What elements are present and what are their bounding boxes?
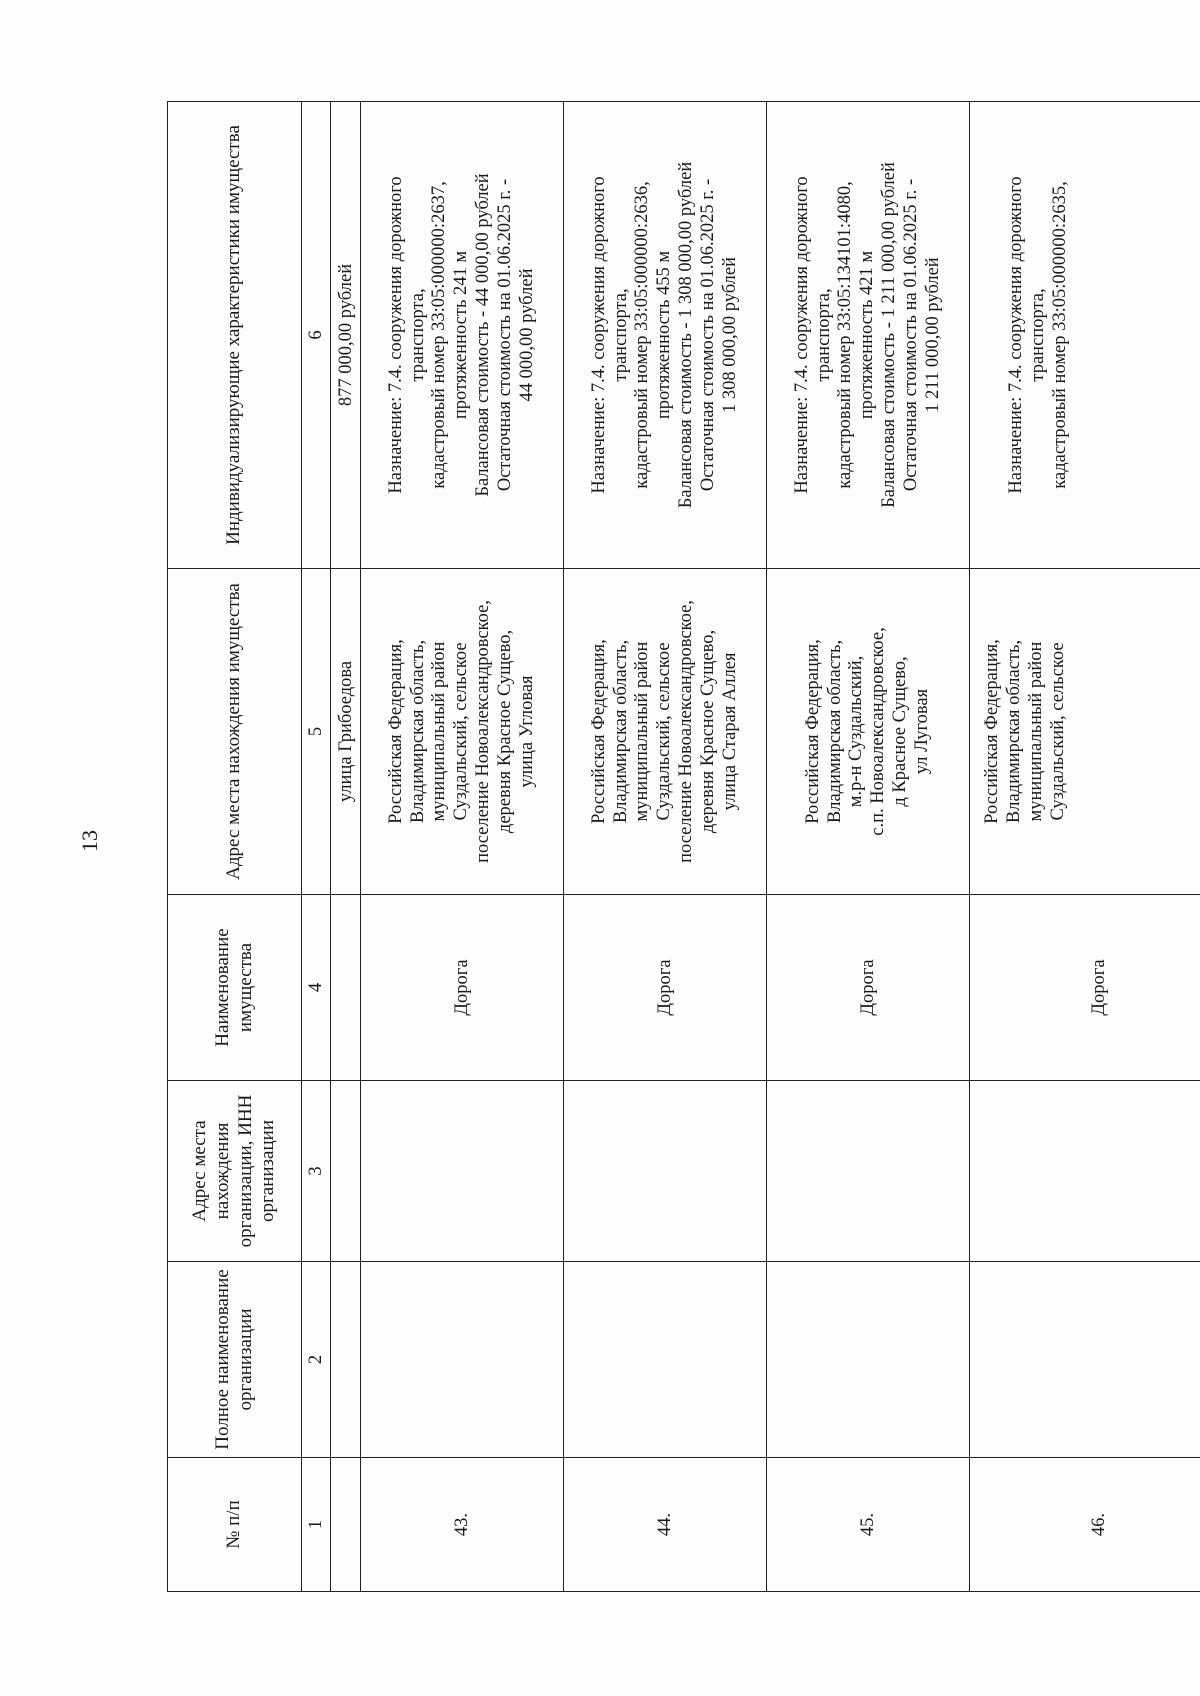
characteristic-line: Балансовая стоимость - 44 000,00 рублей — [473, 173, 494, 497]
address-line: улица Угловая — [516, 675, 537, 788]
row-characteristics — [564, 102, 767, 569]
address-line: Владимирская область, — [407, 639, 428, 824]
row-number: 46. — [970, 1458, 1200, 1592]
row-property-address — [767, 569, 970, 895]
row-characteristics — [361, 102, 564, 569]
characteristic-line: Балансовая стоимость - 1 211 000,00 рублей — [879, 162, 900, 508]
row-characteristics — [970, 102, 1200, 569]
table-row — [564, 102, 767, 1592]
characteristic-line: Назначение: 7.4. сооружения дорожного — [588, 176, 609, 494]
address-line: Российская Федерация, — [588, 639, 609, 824]
property-table — [167, 102, 1200, 1592]
address-line: муниципальный район — [1025, 641, 1046, 822]
characteristic-line: Остаточная стоимость на 01.06.2025 г. - — [900, 178, 921, 492]
characteristic-line: Назначение: 7.4. сооружения дорожного — [1006, 176, 1027, 494]
col-header-characteristics: Индивидуализирующие характеристики имущества — [168, 102, 302, 569]
col-header-number: № п/п — [168, 1458, 302, 1592]
characteristic-line: кадастровый номер 33:05:000000:2635, — [1049, 181, 1070, 489]
table-row — [970, 102, 1200, 1592]
row-org-name — [564, 1262, 767, 1458]
col-num-5: 5 — [302, 569, 331, 895]
characteristic-line: кадастровый номер 33:05:000000:2636, — [632, 181, 653, 489]
address-line: Российская Федерация, — [802, 639, 823, 824]
row-number: 44. — [564, 1458, 767, 1592]
col-num-6: 6 — [302, 102, 331, 569]
table-row — [767, 102, 970, 1592]
row-property-address — [564, 569, 767, 895]
characteristic-line: протяженность 455 м — [654, 250, 675, 420]
col-num-4: 4 — [302, 895, 331, 1081]
table-row — [361, 102, 564, 1592]
row-org-address — [767, 1081, 970, 1262]
address-line: Владимирская область, — [610, 639, 631, 824]
characteristic-line: транспорта, — [407, 288, 428, 382]
characteristic-line: транспорта, — [1028, 288, 1049, 382]
characteristic-line: Назначение: 7.4. сооружения дорожного — [385, 176, 406, 494]
address-line: м.р-н Суздальский, — [846, 655, 867, 808]
address-line: улица Старая Аллея — [719, 652, 740, 811]
characteristic-line: Остаточная стоимость на 01.06.2025 г. - — [494, 178, 515, 492]
col-header-property-address: Адрес места нахождения имущества — [168, 569, 302, 895]
row-org-address — [564, 1081, 767, 1262]
characteristic-line: кадастровый номер 33:05:134101:4080, — [835, 181, 856, 489]
column-number-row — [302, 102, 331, 1592]
address-line: Суздальский, сельское — [654, 642, 675, 821]
col-num-1: 1 — [302, 1458, 331, 1592]
row-property-name: Дорога — [767, 895, 970, 1081]
col-header-org-address: Адрес места нахождения организации, ИНН организации — [168, 1081, 302, 1262]
address-line: Российская Федерация, — [385, 639, 406, 824]
col-num-3: 3 — [302, 1081, 331, 1262]
carry-characteristics: 877 000,00 рублей — [331, 102, 361, 569]
address-line: Суздальский, сельское — [1047, 642, 1068, 821]
characteristic-line: 1 308 000,00 рублей — [719, 256, 740, 414]
characteristic-line: протяженность 421 м — [857, 250, 878, 420]
address-line: Владимирская область, — [1004, 639, 1025, 824]
characteristic-line: 1 211 000,00 рублей — [922, 257, 943, 413]
address-line: д Красное Сущево, — [890, 656, 911, 807]
row-property-name: Дорога — [361, 895, 564, 1081]
row-property-name: Дорога — [970, 895, 1200, 1081]
row-property-address — [361, 569, 564, 895]
address-line: поселение Новоалександровское, — [676, 600, 697, 863]
row-org-name — [361, 1262, 564, 1458]
address-line: муниципальный район — [632, 641, 653, 822]
row-org-name — [767, 1262, 970, 1458]
address-line: поселение Новоалександровское, — [473, 600, 494, 863]
row-number: 43. — [361, 1458, 564, 1592]
carry-address: улица Грибоедова — [331, 569, 361, 895]
page-number: 13 — [77, 830, 102, 852]
address-line: муниципальный район — [429, 641, 450, 822]
row-number: 45. — [767, 1458, 970, 1592]
address-line: ул Луговая — [911, 688, 932, 775]
col-header-org-name: Полное наименование организации — [168, 1262, 302, 1458]
address-line: Суздальский, сельское — [451, 642, 472, 821]
row-property-name: Дорога — [564, 895, 767, 1081]
characteristic-line: протяженность 241 м — [451, 250, 472, 420]
characteristic-line: транспорта, — [610, 288, 631, 382]
col-header-property-name: Наименование имущества — [168, 895, 302, 1081]
address-line: Российская Федерация, — [982, 639, 1003, 824]
characteristic-line: Назначение: 7.4. сооружения дорожного — [791, 176, 812, 494]
row-characteristics — [767, 102, 970, 569]
address-line: деревня Красное Сущево, — [697, 629, 718, 834]
col-num-2: 2 — [302, 1262, 331, 1458]
address-line: деревня Красное Сущево, — [494, 629, 515, 834]
header-row — [168, 102, 302, 1592]
address-line: Владимирская область, — [824, 639, 845, 824]
carry-over-row — [331, 102, 361, 1592]
address-line: с.п. Новоалександровское, — [868, 627, 889, 836]
characteristic-line: 44 000,00 рублей — [516, 268, 537, 402]
characteristic-line: Балансовая стоимость - 1 308 000,00 рублей — [676, 161, 697, 509]
row-property-address — [970, 569, 1200, 895]
row-org-name — [970, 1262, 1200, 1458]
characteristic-line: транспорта, — [813, 288, 834, 382]
characteristic-line: кадастровый номер 33:05:000000:2637, — [429, 181, 450, 489]
row-org-address — [970, 1081, 1200, 1262]
row-org-address — [361, 1081, 564, 1262]
characteristic-line: Остаточная стоимость на 01.06.2025 г. - — [697, 178, 718, 492]
